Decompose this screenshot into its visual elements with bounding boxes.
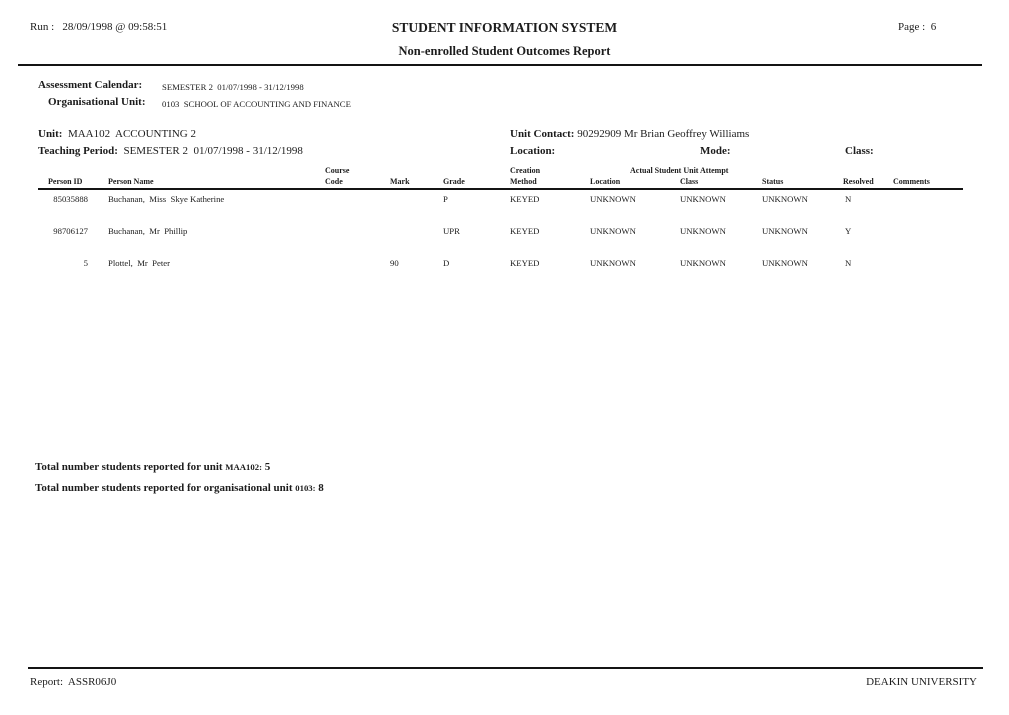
run-timestamp: 28/09/1998 @ 09:58:51	[62, 21, 168, 33]
cell-person-id: 5	[83, 258, 88, 268]
cell-class: UNKNOWN	[680, 258, 726, 268]
col-header-person-name: Person Name	[108, 177, 154, 186]
cell-status: UNKNOWN	[762, 226, 808, 236]
assessment-calendar-label: Assessment Calendar:	[38, 79, 143, 91]
unit-total-line	[35, 461, 270, 473]
page-number-line	[898, 21, 936, 33]
cell-resolved: N	[845, 194, 852, 204]
unit-line	[38, 128, 196, 140]
col-header-status: Status	[762, 177, 784, 186]
cell-person-id: 98706127	[53, 226, 88, 236]
organisational-unit-value: 0103 SCHOOL OF ACCOUNTING AND FINANCE	[162, 99, 351, 109]
cell-mark: 90	[390, 258, 399, 268]
col-header-class: Class	[680, 177, 699, 186]
col-header-group-actual-attempt: Actual Student Unit Attempt	[630, 166, 729, 175]
unit-total-prefix: Total number students reported for unit	[35, 461, 226, 473]
unit-total-value: 5	[261, 461, 271, 473]
col-header-grade: Grade	[443, 177, 465, 186]
cell-creation-method: KEYED	[510, 194, 540, 204]
cell-location: UNKNOWN	[590, 226, 636, 236]
col-header-course-line1: Course	[325, 166, 350, 175]
unit-label: Unit:	[38, 128, 63, 140]
footer-organisation: DEAKIN UNIVERSITY	[866, 676, 977, 688]
cell-grade: P	[443, 194, 448, 204]
cell-person-name: Buchanan, Miss Skye Katherine	[108, 194, 225, 204]
col-header-creation-line1: Creation	[510, 166, 541, 175]
org-total-line	[35, 482, 324, 494]
cell-person-name: Buchanan, Mr Phillip	[108, 226, 188, 236]
col-header-person-id: Person ID	[48, 177, 83, 186]
teaching-period-line	[38, 145, 303, 157]
unit-total-code: MAA102:	[225, 462, 262, 472]
organisational-unit-label: Organisational Unit:	[48, 96, 146, 108]
mode-line	[700, 145, 731, 157]
mode-label: Mode:	[700, 145, 731, 157]
unit-contact-value: 90292909 Mr Brian Geoffrey Williams	[577, 128, 750, 140]
cell-grade: D	[443, 258, 450, 268]
org-total-prefix: Total number students reported for organisational unit	[35, 482, 296, 494]
class-line	[845, 145, 874, 157]
page-subtitle: Non-enrolled Student Outcomes Report	[398, 44, 611, 58]
teaching-period-value: SEMESTER 2 01/07/1998 - 31/12/1998	[123, 145, 303, 157]
cell-location: UNKNOWN	[590, 194, 636, 204]
cell-location: UNKNOWN	[590, 258, 636, 268]
cell-resolved: N	[845, 258, 852, 268]
cell-resolved: Y	[845, 226, 852, 236]
col-header-mark: Mark	[390, 177, 410, 186]
col-header-course-line2: Code	[325, 177, 343, 186]
assessment-calendar-value: SEMESTER 2 01/07/1998 - 31/12/1998	[162, 82, 304, 92]
report-code: ASSR06J0	[67, 676, 117, 688]
org-total-code: 0103:	[295, 483, 316, 493]
cell-creation-method: KEYED	[510, 226, 540, 236]
cell-creation-method: KEYED	[510, 258, 540, 268]
cell-class: UNKNOWN	[680, 194, 726, 204]
col-header-resolved: Resolved	[843, 177, 874, 186]
run-label: Run :	[30, 21, 55, 33]
unit-value: MAA102 ACCOUNTING 2	[67, 128, 196, 140]
page-label: Page :	[898, 21, 926, 33]
cell-person-id: 85035888	[53, 194, 88, 204]
location-label: Location:	[510, 145, 556, 157]
footer-report-line	[30, 676, 116, 688]
cell-person-name: Plottel, Mr Peter	[108, 258, 171, 268]
col-header-comments: Comments	[893, 177, 930, 186]
teaching-period-label: Teaching Period:	[38, 145, 118, 157]
class-label: Class:	[845, 145, 874, 157]
cell-class: UNKNOWN	[680, 226, 726, 236]
location-line	[510, 145, 555, 157]
page-title: STUDENT INFORMATION SYSTEM	[391, 20, 618, 35]
col-header-creation-line2: Method	[510, 177, 537, 186]
column-header-rule	[38, 188, 963, 190]
report-label: Report:	[30, 676, 63, 688]
cell-grade: UPR	[443, 226, 460, 236]
footer-rule	[28, 667, 983, 669]
org-total-value: 8	[315, 482, 324, 494]
header-rule	[18, 64, 982, 66]
cell-status: UNKNOWN	[762, 194, 808, 204]
unit-contact-line	[510, 128, 749, 140]
unit-contact-label: Unit Contact:	[510, 128, 575, 140]
cell-status: UNKNOWN	[762, 258, 808, 268]
col-header-location: Location	[590, 177, 621, 186]
page-number: 6	[930, 21, 937, 33]
